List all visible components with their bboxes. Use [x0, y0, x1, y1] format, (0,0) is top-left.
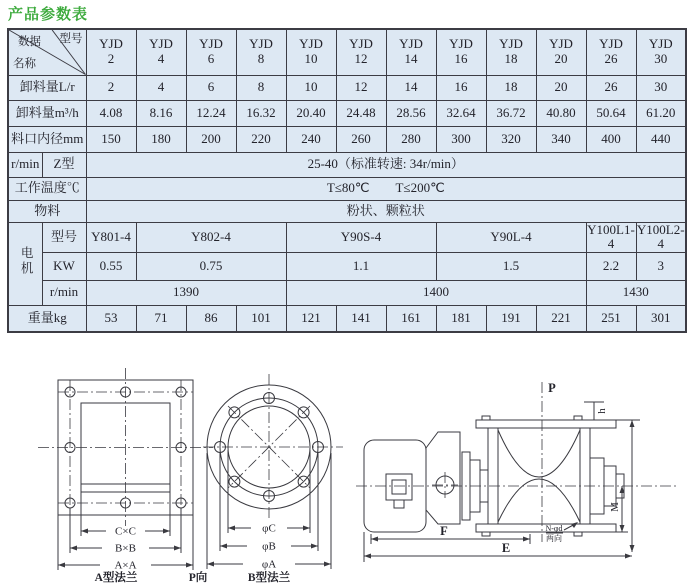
value-cell: 32.64 [436, 100, 486, 126]
value-cell: 50.64 [586, 100, 636, 126]
row-label: 卸料量L/r [8, 75, 86, 100]
dim-label-f: F [440, 524, 448, 538]
motor-kw-cell: 0.75 [136, 252, 286, 280]
value-cell: 24.48 [336, 100, 386, 126]
weight-cell: 221 [536, 305, 586, 332]
value-cell: 16 [436, 75, 486, 100]
value-cell: 40.80 [536, 100, 586, 126]
value-cell: 260 [336, 126, 386, 152]
flange-a-caption: A型法兰 [94, 572, 138, 583]
value-cell: 6 [186, 75, 236, 100]
motor-kw-cell: 1.1 [286, 252, 436, 280]
motor-kw-cell: 3 [636, 252, 686, 280]
row-label: 料口内径mm [8, 126, 86, 152]
row-sublabel: Z型 [42, 152, 86, 177]
model-header: YJD 8 [236, 29, 286, 75]
weight-cell: 53 [86, 305, 136, 332]
weight-cell: 191 [486, 305, 536, 332]
value-cell: 30 [636, 75, 686, 100]
model-header: YJD 16 [436, 29, 486, 75]
motor-group-label: 电机 [8, 222, 42, 305]
value-cell: 20 [536, 75, 586, 100]
value-cell: 16.32 [236, 100, 286, 126]
motor-model-cell: Y801-4 [86, 222, 136, 252]
view-p-label: P向 [188, 572, 208, 583]
row-label: 工作温度℃ [8, 177, 86, 200]
value-cell: 440 [636, 126, 686, 152]
material-value-cell: 粉状、颗粒状 [86, 200, 686, 222]
model-header: YJD 10 [286, 29, 336, 75]
dim-label-axa: A×A [114, 559, 137, 572]
value-cell: 8.16 [136, 100, 186, 126]
weight-cell: 301 [636, 305, 686, 332]
dim-label-phic: φC [262, 522, 276, 535]
row-label: r/min [42, 280, 86, 305]
model-header: YJD 12 [336, 29, 386, 75]
hole-note-line1: N-φd [545, 524, 563, 533]
value-cell: 220 [236, 126, 286, 152]
value-cell: 2 [86, 75, 136, 100]
flange-a-drawing [26, 368, 226, 583]
hole-note-line2: 两向 [546, 534, 562, 543]
value-cell: 28.56 [386, 100, 436, 126]
motor-model-cell: Y802-4 [136, 222, 286, 252]
value-cell: 8 [236, 75, 286, 100]
row-label: 重量kg [8, 305, 86, 332]
model-header: YJD 30 [636, 29, 686, 75]
model-header: YJD 2 [86, 29, 136, 75]
value-cell: 240 [286, 126, 336, 152]
dim-label-cxc: C×C [115, 525, 136, 538]
corner-label-data: 数据 [18, 36, 41, 48]
value-cell: 26 [586, 75, 636, 100]
weight-cell: 161 [386, 305, 436, 332]
model-header: YJD 18 [486, 29, 536, 75]
value-cell: 4 [136, 75, 186, 100]
value-cell: 280 [386, 126, 436, 152]
value-cell: 10 [286, 75, 336, 100]
motor-model-cell: Y90L-4 [436, 222, 586, 252]
side-view-drawing [356, 374, 694, 583]
row-label: 型号 [42, 222, 86, 252]
model-header: YJD 4 [136, 29, 186, 75]
dim-label-e: E [501, 541, 511, 555]
corner-label-model: 型号 [59, 33, 83, 45]
motor-kw-cell: 1.5 [436, 252, 586, 280]
temp-value-cell: T≤80℃ T≤200℃ [86, 177, 686, 200]
value-cell: 12.24 [186, 100, 236, 126]
value-cell: 61.20 [636, 100, 686, 126]
value-cell: 200 [186, 126, 236, 152]
value-cell: 320 [486, 126, 536, 152]
weight-cell: 251 [586, 305, 636, 332]
product-parameter-table [7, 28, 687, 333]
weight-cell: 86 [186, 305, 236, 332]
motor-model-cell: Y90S-4 [286, 222, 436, 252]
weight-cell: 181 [436, 305, 486, 332]
row-label: KW [42, 252, 86, 280]
flange-b-drawing [203, 368, 368, 583]
axis-p-label: P [548, 381, 556, 395]
value-cell: 18 [486, 75, 536, 100]
value-cell: 180 [136, 126, 186, 152]
motor-rpm-cell: 1430 [586, 280, 686, 305]
value-cell: 12 [336, 75, 386, 100]
model-header: YJD 20 [536, 29, 586, 75]
dim-label-phib: φB [262, 540, 276, 553]
weight-cell: 101 [236, 305, 286, 332]
motor-kw-cell: 0.55 [86, 252, 136, 280]
dim-label-m: M [609, 502, 621, 512]
motor-rpm-cell: 1400 [286, 280, 586, 305]
flange-b-caption: B型法兰 [247, 572, 291, 583]
motor-kw-cell: 2.2 [586, 252, 636, 280]
motor-model-cell: Y100L1-4 [587, 222, 635, 251]
dim-label-bxb: B×B [115, 542, 136, 555]
value-cell: 150 [86, 126, 136, 152]
model-header: YJD 14 [386, 29, 436, 75]
value-cell: 400 [586, 126, 636, 152]
motor-model-cell: Y100L2-4 [636, 222, 685, 251]
value-cell: 14 [386, 75, 436, 100]
value-cell: 4.08 [86, 100, 136, 126]
row-label: r/min [8, 152, 42, 177]
speed-value-cell: 25-40（标准转速: 34r/min） [86, 152, 686, 177]
row-label: 卸料量m³/h [8, 100, 86, 126]
model-header: YJD 26 [586, 29, 636, 75]
page-title: 产品参数表 [8, 6, 89, 23]
corner-header-cell [8, 29, 86, 75]
corner-label-name: 名称 [13, 57, 36, 70]
motor-rpm-cell: 1390 [86, 280, 286, 305]
weight-cell: 141 [336, 305, 386, 332]
weight-cell: 121 [286, 305, 336, 332]
dim-label-phia: φA [261, 558, 277, 571]
value-cell: 36.72 [486, 100, 536, 126]
model-header: YJD 6 [186, 29, 236, 75]
value-cell: 20.40 [286, 100, 336, 126]
value-cell: 300 [436, 126, 486, 152]
value-cell: 340 [536, 126, 586, 152]
dim-label-h: h [596, 408, 608, 414]
weight-cell: 71 [136, 305, 186, 332]
row-label: 物料 [8, 200, 86, 222]
